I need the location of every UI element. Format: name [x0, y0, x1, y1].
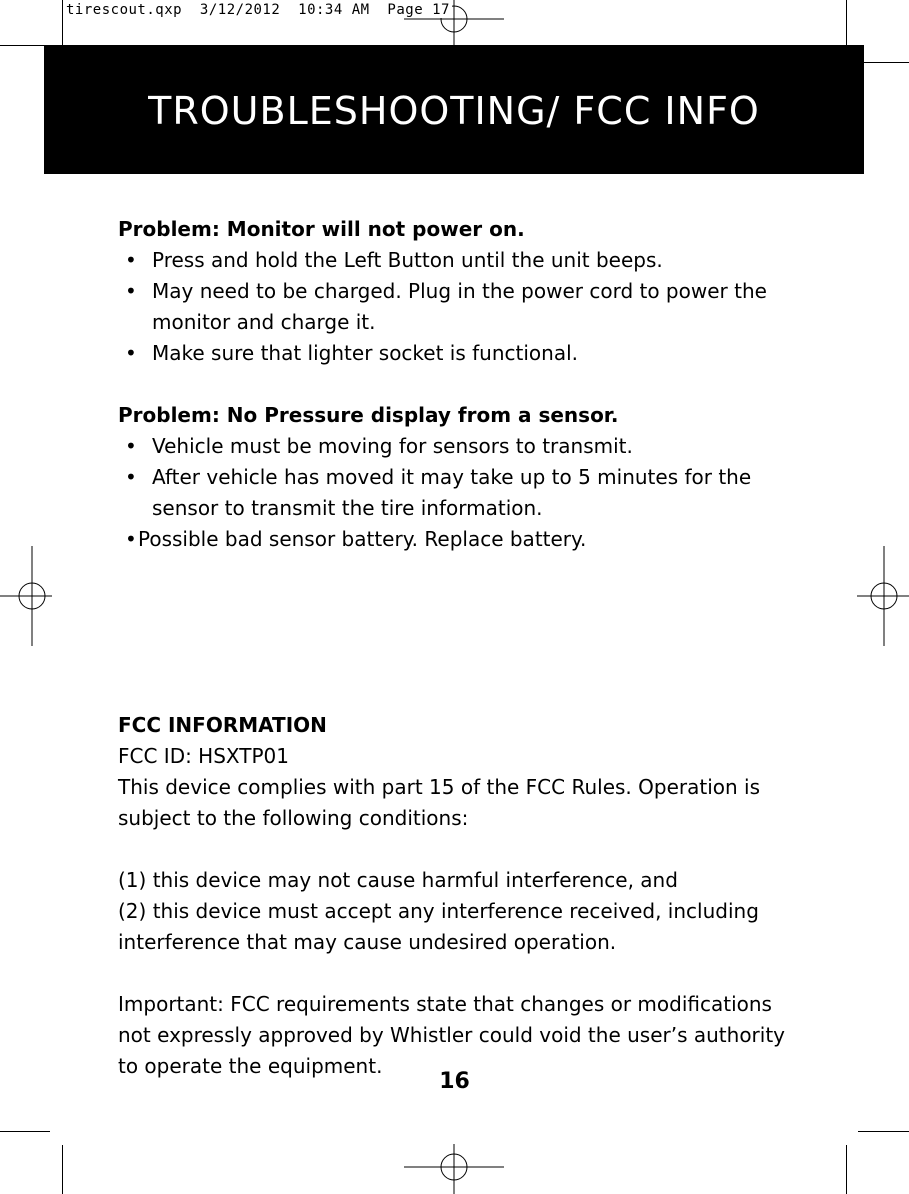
list-item-text: Press and hold the Left Button until the unit beeps. — [152, 248, 663, 272]
list-item-text: After vehicle has moved it may take up to 5 minutes for the sensor to transmit the tire information. — [152, 465, 752, 520]
list-item-text: Vehicle must be moving for sensors to transmit. — [152, 434, 633, 458]
crop-mark-bottom-left-horizontal — [0, 1131, 50, 1132]
crop-mark-top-left-vertical — [62, 0, 63, 48]
list-item — [118, 462, 808, 524]
problem-heading: Problem: Monitor will not power on. — [118, 217, 525, 241]
fcc-section — [118, 710, 808, 1082]
page-number: 16 — [439, 1069, 470, 1094]
crop-mark-top-right-horizontal — [858, 62, 909, 63]
bullet-icon: • — [125, 434, 137, 458]
fcc-important-notice: Important: FCC requirements state that changes or modifications not expressly approved by Whistler could void the user’s authority to operate the equipment. — [118, 992, 786, 1078]
problem-list — [118, 245, 808, 369]
crop-mark-bottom-right-horizontal — [858, 1131, 909, 1132]
registration-mark-left-icon — [0, 546, 52, 646]
fcc-compliance-text: This device complies with part 15 of the FCC Rules. Operation is subject to the following conditions: — [118, 775, 760, 830]
registration-mark-bottom-icon — [404, 1144, 504, 1194]
list-item-text: Possible bad sensor battery. Replace battery. — [138, 527, 587, 551]
title-banner — [44, 45, 864, 174]
list-item-text: May need to be charged. Plug in the power cord to power the monitor and charge it. — [152, 279, 767, 334]
page-title: TROUBLESHOOTING/ FCC INFO — [148, 88, 760, 133]
list-item-text: Make sure that lighter socket is functional. — [152, 341, 578, 365]
bullet-icon: • — [125, 279, 137, 303]
spacer — [118, 834, 808, 865]
crop-mark-bottom-left-vertical — [62, 1145, 63, 1194]
fcc-condition-2: (2) this device must accept any interference received, including interference that may cause undesired operation. — [118, 899, 759, 954]
fcc-condition-1: (1) this device may not cause harmful interference, and — [118, 868, 678, 892]
list-item — [118, 338, 808, 369]
list-item — [118, 524, 808, 555]
slug-line: tirescout.qxp 3/12/2012 10:34 AM Page 17 — [66, 2, 450, 18]
troubleshooting-section — [118, 214, 808, 555]
list-item — [118, 431, 808, 462]
problem-list — [118, 431, 808, 555]
bullet-icon: • — [125, 248, 137, 272]
fcc-id: FCC ID: HSXTP01 — [118, 744, 289, 768]
problem-block-power — [118, 214, 808, 369]
registration-mark-right-icon — [857, 546, 909, 646]
spacer — [118, 958, 808, 989]
bullet-icon: • — [125, 465, 137, 489]
problem-block-pressure — [118, 400, 808, 555]
crop-mark-bottom-right-vertical — [846, 1145, 847, 1194]
crop-mark-top-left-horizontal — [0, 45, 50, 46]
list-item — [118, 245, 808, 276]
bullet-icon: • — [125, 527, 137, 551]
list-item — [118, 276, 808, 338]
fcc-heading: FCC INFORMATION — [118, 713, 327, 737]
crop-mark-top-right-vertical — [846, 0, 847, 48]
bullet-icon: • — [125, 341, 137, 365]
problem-heading: Problem: No Pressure display from a sensor. — [118, 403, 619, 427]
